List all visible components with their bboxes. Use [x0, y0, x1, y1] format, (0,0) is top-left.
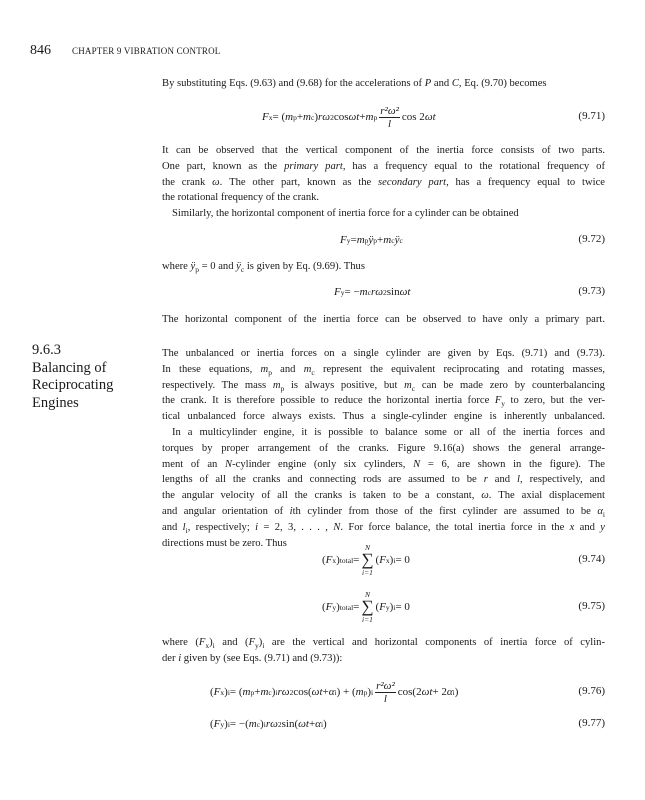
text-run: = −: [344, 286, 360, 298]
text-run: ): [314, 111, 318, 123]
subscript: c: [256, 719, 261, 729]
subscript: p: [280, 383, 285, 393]
text-line: [162, 520, 605, 536]
text-run: and (: [214, 637, 249, 648]
math-symbol: F: [213, 686, 221, 698]
math-symbol: F: [494, 395, 502, 407]
text-line: [162, 472, 605, 488]
text-run: tical unbalanced force always exists. Thus a single-cylinder engine is inherently unbalanced.: [162, 411, 605, 423]
subscript: i: [371, 687, 374, 697]
text-run: can be made zero by counterbalancing: [415, 379, 605, 391]
text-run: . The other part, known as the: [219, 176, 379, 188]
text-run: directions must be zero. Thus: [162, 537, 287, 549]
sigma-symbol: ∑: [361, 597, 374, 616]
text-line: [162, 346, 605, 362]
subscript: p: [293, 112, 297, 122]
text-run: =: [353, 554, 360, 566]
math-symbol: F: [198, 637, 206, 648]
text-run: given by (see Eqs. (9.71) and (9.73)):: [181, 652, 343, 664]
text-run: ): [389, 601, 394, 613]
text-run: = (: [229, 686, 243, 698]
text-run: (: [375, 554, 380, 566]
equation-number: (9.74): [578, 553, 605, 565]
subscript: y: [501, 399, 506, 409]
subscript: p: [363, 687, 368, 697]
subscript: i: [320, 719, 324, 729]
text-run: respectively. The mass: [162, 379, 273, 391]
text-run: ): [209, 637, 213, 648]
math-symbol: C: [451, 78, 459, 89]
subscript: total: [339, 602, 354, 612]
section-title-line: Balancing of: [32, 359, 107, 376]
text-run: where: [162, 261, 191, 272]
math-symbol: F: [213, 718, 221, 730]
text-run: is always positive, but: [284, 379, 405, 391]
math-symbol: m: [260, 363, 269, 375]
equation-number: (9.71): [578, 110, 605, 122]
text-run: ): [260, 718, 264, 730]
text-run: = 0: [395, 554, 410, 566]
subscript: i: [227, 719, 230, 729]
text-run: =: [353, 601, 360, 613]
equation-body: [322, 545, 410, 575]
text-line: [162, 175, 605, 191]
text-run: and angular orientation of: [162, 505, 290, 517]
math-symbol: m: [272, 379, 281, 391]
subscript: i: [262, 641, 265, 650]
superscript: 2: [330, 112, 334, 122]
text-run: sin(: [281, 718, 299, 730]
equation-body: [210, 677, 458, 707]
text-run: = 0: [395, 601, 410, 613]
text-line: [162, 312, 605, 328]
subscript: p: [373, 235, 378, 245]
subscript: c: [268, 687, 272, 697]
page-number: 846: [30, 43, 51, 58]
math-symbol: α: [446, 686, 453, 698]
text-run: = 2, 3, . . . ,: [258, 521, 334, 533]
text-run: ): [271, 686, 276, 698]
math-symbol: ω: [212, 176, 220, 188]
text-run: +: [296, 111, 304, 123]
subscript: c: [311, 367, 315, 377]
text-line: [162, 635, 605, 651]
sigma-symbol: ∑: [361, 550, 374, 569]
subscript: x: [220, 687, 225, 697]
math-symbol: secondary part: [378, 176, 447, 188]
math-symbol: rω: [277, 686, 290, 698]
math-symbol: N: [333, 521, 341, 533]
text-run: -cylinder engine (only six cylinders,: [232, 458, 414, 470]
text-run: ): [224, 686, 228, 698]
math-symbol: l: [517, 474, 520, 486]
subscript: c: [411, 383, 416, 393]
section-heading: [32, 342, 113, 412]
subscript: i: [602, 509, 605, 519]
subscript: p: [250, 687, 255, 697]
text-run: , respectively;: [187, 521, 256, 533]
subscript: y: [346, 235, 351, 245]
text-run: and: [574, 521, 601, 533]
text-line: [162, 409, 605, 425]
paragraph-p4: [162, 312, 605, 328]
text-run: = −(: [229, 718, 249, 730]
sum-upper-limit: N: [364, 543, 370, 552]
math-symbol: rω: [370, 286, 384, 298]
text-run: cos(: [293, 686, 312, 698]
text-run: is given by Eq. (9.69). Thus: [244, 261, 365, 272]
text-run: , has a frequency equal to twice: [446, 176, 605, 188]
subscript: p: [364, 235, 369, 245]
superscript: 2: [289, 687, 294, 697]
summation: [361, 543, 373, 577]
text-line: [162, 457, 605, 473]
math-symbol: ωt: [421, 686, 433, 698]
math-symbol: F: [340, 234, 347, 246]
text-run: , Eq. (9.70) becomes: [458, 78, 547, 89]
text-run: ): [224, 718, 228, 730]
math-symbol: α: [315, 718, 321, 730]
text-line: [162, 441, 605, 457]
text-line: [162, 76, 605, 92]
math-symbol: ÿ: [368, 234, 374, 246]
sum-lower-limit: i=1: [362, 615, 373, 624]
text-run: cos(2: [397, 686, 422, 698]
text-run: and: [162, 521, 183, 533]
text-run: + 2: [432, 686, 447, 698]
subscript: y: [332, 602, 337, 612]
text-line: [162, 206, 605, 222]
subscript: c: [391, 235, 395, 245]
equation: [162, 102, 605, 132]
text-run: = 0 and: [198, 261, 237, 272]
math-symbol: r: [483, 474, 488, 486]
subscript: i: [393, 555, 396, 565]
text-run: represent the equivalent reciprocating and rotating masses,: [314, 363, 606, 375]
text-run: ment of an: [162, 458, 226, 470]
section-number: 9.6.3: [32, 342, 61, 358]
text-run: the crank. It is therefore possible to reduce the horizontal inertia force: [162, 395, 495, 407]
text-line: [162, 504, 605, 520]
equation-number: (9.77): [578, 717, 605, 729]
subscript: i: [212, 641, 215, 650]
equation: [162, 277, 605, 307]
math-symbol: i: [289, 505, 293, 517]
math-symbol: N: [225, 458, 233, 470]
subscript: total: [339, 555, 354, 565]
subscript: i: [185, 525, 188, 535]
math-symbol: m: [355, 686, 364, 698]
sum-lower-limit: i=1: [362, 568, 373, 577]
math-symbol: m: [404, 379, 412, 391]
equation: [162, 709, 605, 739]
fraction-numerator: r²ω²: [376, 679, 395, 692]
text-run: = 6, are shown in the figure). The: [420, 458, 606, 470]
equation-body: [340, 225, 403, 255]
equation-body: [262, 102, 436, 132]
math-symbol: α: [597, 505, 603, 517]
text-run: In these equations,: [162, 363, 261, 375]
subscript: p: [268, 367, 272, 377]
subscript: y: [385, 602, 390, 612]
text-run: torques by proper arrangement of the cranks. Figure 9.16(a) shows the general arrange-: [162, 442, 605, 454]
math-symbol: ωt: [399, 286, 411, 298]
text-run: The unbalanced or inertia forces on a single cylinder are given by Eqs. (9.71) and (9.73).: [162, 348, 605, 359]
text-run: the crank: [162, 176, 213, 188]
math-symbol: m: [248, 718, 257, 730]
math-symbol: m: [356, 234, 365, 246]
math-symbol: ÿ: [394, 234, 400, 246]
subscript: c: [310, 112, 315, 122]
math-symbol: ωt: [311, 686, 323, 698]
subscript: i: [275, 687, 278, 697]
math-symbol: l: [182, 521, 186, 533]
math-symbol: F: [262, 111, 269, 123]
subscript: p: [373, 112, 378, 122]
text-run: the angular velocity of all the cranks is taken to be a constant,: [162, 490, 482, 502]
text-run: are the vertical and horizontal components of inertia force of cylin-: [264, 637, 605, 648]
text-run: In a multicylinder engine, it is possible to balance some or all of the inertia forces and: [172, 426, 605, 438]
subscript: x: [268, 112, 273, 122]
math-symbol: F: [248, 637, 256, 648]
text-run: ) + (: [336, 686, 356, 698]
text-run: sin: [386, 286, 400, 298]
superscript: 2: [277, 719, 282, 729]
text-run: +: [322, 686, 329, 698]
subscript: x: [332, 555, 337, 565]
math-symbol: ωt: [348, 111, 360, 123]
paragraph-p1: [162, 76, 605, 92]
text-line: [162, 362, 605, 378]
section-title-line: Reciprocating: [32, 377, 114, 393]
fraction: [379, 105, 400, 130]
text-line: [162, 651, 605, 667]
text-run: ): [336, 601, 340, 613]
text-run: ): [389, 554, 394, 566]
subscript: y: [340, 287, 345, 297]
math-symbol: m: [383, 234, 392, 246]
subscript: i: [393, 602, 396, 612]
text-run: The horizontal component of the inertia force can be observed to have only a primary part.: [162, 314, 605, 325]
subscript: y: [255, 641, 259, 650]
equation-body: [210, 709, 327, 739]
equation-number: (9.76): [578, 685, 605, 697]
math-symbol: i: [178, 652, 182, 664]
text-run: (: [322, 601, 326, 613]
math-symbol: ω: [481, 490, 489, 502]
chapter-running-head: CHAPTER 9 VIBRATION CONTROL: [72, 46, 221, 56]
math-symbol: ωt: [424, 111, 436, 123]
sum-upper-limit: N: [364, 590, 370, 599]
subscript: c: [399, 235, 403, 245]
math-symbol: m: [285, 111, 294, 123]
text-run: +: [254, 686, 261, 698]
fraction: [375, 680, 396, 705]
math-symbol: m: [303, 363, 312, 375]
math-symbol: N: [413, 458, 421, 470]
text-run: =: [350, 234, 357, 246]
fraction-denominator: l: [388, 117, 392, 130]
text-run: +: [359, 111, 366, 123]
text-run: , has a frequency equal to the rotational frequency of: [342, 160, 605, 172]
math-symbol: F: [334, 286, 341, 298]
section-title-line: Engines: [32, 394, 79, 411]
math-symbol: primary part: [284, 160, 343, 172]
text-run: ): [323, 718, 327, 730]
text-run: and: [431, 78, 452, 89]
equation: [162, 545, 605, 575]
text-run: and: [487, 474, 518, 486]
subscript: i: [227, 687, 230, 697]
subscript: i: [263, 719, 266, 729]
text-run: (: [210, 686, 214, 698]
text-run: ): [367, 686, 371, 698]
math-symbol: F: [379, 554, 386, 566]
text-run: . The axial displacement: [488, 490, 606, 502]
subscript: c: [367, 287, 371, 297]
text-line: [162, 259, 605, 275]
math-symbol: F: [325, 601, 333, 613]
math-symbol: i: [255, 521, 259, 533]
equation-number: (9.73): [578, 285, 605, 297]
math-symbol: ÿ: [236, 261, 241, 272]
superscript: 2: [383, 287, 387, 297]
math-symbol: m: [303, 111, 311, 123]
subscript: c: [240, 265, 245, 274]
equation-number: (9.72): [578, 233, 605, 245]
paragraph-p3: [162, 259, 605, 275]
text-run: der: [162, 652, 179, 664]
text-run: cos 2: [401, 111, 425, 123]
math-symbol: m: [359, 286, 368, 298]
paragraph-p6: [162, 635, 605, 667]
text-line: [162, 393, 605, 409]
text-line: [162, 143, 605, 159]
text-run: (: [375, 601, 380, 613]
text-line: [162, 378, 605, 394]
text-run: +: [308, 718, 316, 730]
math-symbol: rω: [318, 111, 331, 123]
equation-body: [322, 592, 410, 622]
equation: [162, 677, 605, 707]
text-run: . For force balance, the total inertia force in the: [340, 521, 570, 533]
math-symbol: x: [569, 521, 575, 533]
subscript: y: [220, 719, 225, 729]
text-run: It can be observed that the vertical component of the inertia force consists of two parts.: [162, 145, 605, 156]
math-symbol: ÿ: [190, 261, 196, 272]
equation: [162, 225, 605, 255]
math-symbol: P: [424, 78, 432, 89]
text-run: to zero, but the ver-: [505, 395, 605, 407]
text-run: th cylinder from those of the first cylinder are assumed to be: [292, 505, 598, 517]
math-symbol: rω: [265, 718, 278, 730]
equation-number: (9.75): [578, 600, 605, 612]
text-run: = (: [272, 111, 286, 123]
text-run: +: [377, 234, 384, 246]
text-run: (: [210, 718, 214, 730]
paragraph-p5: [162, 346, 605, 551]
text-line: [162, 488, 605, 504]
math-symbol: α: [328, 686, 335, 698]
text-run: ): [336, 554, 340, 566]
math-symbol: m: [365, 111, 374, 123]
math-symbol: y: [600, 521, 605, 533]
text-run: where (: [162, 637, 199, 648]
summation: [361, 590, 373, 624]
text-line: [162, 190, 605, 206]
math-symbol: m: [242, 686, 251, 698]
subscript: i: [452, 687, 455, 697]
text-run: One part, known as the: [162, 160, 285, 172]
subscript: p: [195, 265, 199, 274]
text-run: and: [271, 363, 304, 375]
text-run: lengths of all the cranks and connecting rods are assumed to be: [162, 474, 484, 486]
math-symbol: ωt: [298, 718, 309, 730]
math-symbol: F: [325, 554, 333, 566]
text-line: [162, 159, 605, 175]
text-line: [162, 425, 605, 441]
text-run: ): [258, 637, 263, 648]
math-symbol: m: [260, 686, 269, 698]
paragraph-p2: [162, 143, 605, 222]
fraction-denominator: l: [383, 692, 387, 705]
equation: [162, 592, 605, 622]
text-run: By substituting Eqs. (9.63) and (9.68) for the accelerations of: [162, 78, 425, 89]
fraction-numerator: r²ω²: [380, 104, 399, 117]
text-run: ): [454, 686, 459, 698]
subscript: x: [205, 641, 210, 650]
math-symbol: F: [379, 601, 386, 613]
text-run: the rotational frequency of the crank.: [162, 192, 320, 204]
text-run: cos: [333, 111, 349, 123]
text-run: Similarly, the horizontal component of inertia force for a cylinder can be obtained: [172, 208, 519, 220]
subscript: i: [334, 687, 337, 697]
subscript: x: [385, 555, 390, 565]
text-run: , respectively, and: [520, 474, 605, 486]
equation-body: [334, 277, 410, 307]
text-run: (: [322, 554, 326, 566]
